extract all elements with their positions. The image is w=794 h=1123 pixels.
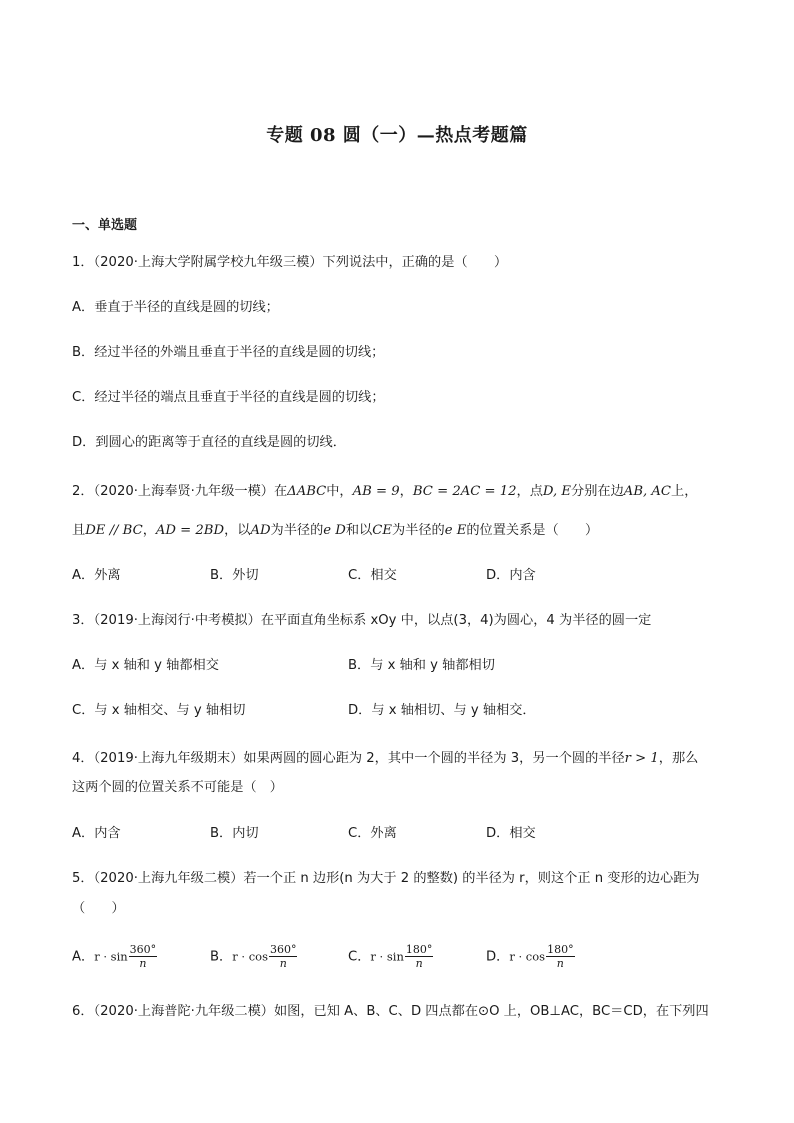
question-2-stem-line-2: 且DE // BC，AD = 2BD，以AD为半径的e D和以CE为半径的e E的位置关系是（ ） (72, 523, 599, 538)
de-parallel-bc: DE // BC (85, 523, 143, 538)
question-2-option-b: B．外切 (210, 568, 259, 583)
question-1-option-c: C．经过半径的端点且垂直于半径的直线是圆的切线； (72, 390, 385, 405)
question-4-option-a: A．内含 (72, 826, 121, 841)
section-heading: 一、单选题 (72, 218, 138, 233)
question-1-option-b: B．经过半径的外端且垂直于半径的直线是圆的切线； (72, 345, 385, 360)
radius-condition: r > 1 (624, 751, 659, 766)
question-2-option-c: C．相交 (348, 568, 397, 583)
question-2-stem-line-1: 2．（2020·上海奉贤·九年级一模）在ΔABC中，AB = 9，BC = 2AC = 12，点D, E分别在边AB, AC上， (72, 484, 698, 499)
question-4-option-c: C．外离 (348, 826, 397, 841)
ad-equation: AD = 2BD (155, 523, 225, 538)
question-4-stem-line-1: 4．（2019·上海九年级期末）如果两圆的圆心距为 2，其中一个圆的半径为 3，另一个圆的半径r > 1，那么 (72, 751, 699, 766)
points-de: D, E (542, 484, 572, 499)
question-3-stem: 3．（2019·上海闵行·中考模拟）在平面直角坐标系 xOy 中，以点(3，4)为圆心，4 为半径的圆一定 (72, 613, 652, 628)
question-5-option-b: B．r · cos $\frac{360^\circ}{n}$ (210, 943, 297, 970)
question-4-option-d: D．相交 (486, 826, 536, 841)
question-5-stem-line-2: （ ） (72, 901, 125, 916)
question-1-option-d: D．到圆心的距离等于直径的直线是圆的切线． (72, 435, 346, 450)
page-title: 专题 08 圆（一）—热点考题篇 (266, 125, 528, 146)
ab-equation: AB = 9 (352, 484, 400, 499)
sides-ab-ac: AB, AC (623, 484, 672, 499)
question-4-stem-line-2: 这两个圆的位置关系不可能是（ ） (72, 780, 283, 795)
question-6-stem: 6．（2020·上海普陀·九年级二模）如图，已知 A、B、C、D 四点都在⊙O 上，OB⊥AC，BC＝CD，在下列四 (72, 1004, 709, 1019)
question-1-option-a: A．垂直于半径的直线是圆的切线； (72, 300, 279, 315)
question-2-option-a: A．外离 (72, 568, 121, 583)
triangle-abc: ΔABC (287, 484, 327, 499)
question-1-stem: 1．（2020·上海大学附属学校九年级三模）下列说法中，正确的是（ ） (72, 255, 508, 270)
fraction: $\frac{180^\circ}{n}$ (405, 943, 433, 970)
fraction: $\frac{360^\circ}{n}$ (129, 943, 157, 970)
question-3-option-a: A．与 x 轴和 y 轴都相交 (72, 658, 219, 673)
question-3-option-c: C．与 x 轴相交、与 y 轴相切 (72, 703, 246, 718)
question-3-option-d: D．与 x 轴相切、与 y 轴相交． (348, 703, 536, 718)
question-5-option-c: C．r · sin $\frac{180^\circ}{n}$ (348, 943, 433, 970)
bc-equation: BC = 2AC = 12 (412, 484, 517, 499)
question-5-stem-line-1: 5．（2020·上海九年级二模）若一个正 n 边形(n 为大于 2 的整数) 的半径为 r，则这个正 n 变形的边心距为 (72, 871, 700, 886)
question-3-option-b: B．与 x 轴和 y 轴都相切 (348, 658, 495, 673)
question-2-option-d: D．内含 (486, 568, 536, 583)
question-5-option-a: A．r · sin $\frac{360^\circ}{n}$ (72, 943, 157, 970)
fraction: $\frac{360^\circ}{n}$ (269, 943, 297, 970)
question-4-option-b: B．内切 (210, 826, 259, 841)
question-5-option-d: D．r · cos $\frac{180^\circ}{n}$ (486, 943, 574, 970)
fraction: $\frac{180^\circ}{n}$ (547, 943, 574, 970)
